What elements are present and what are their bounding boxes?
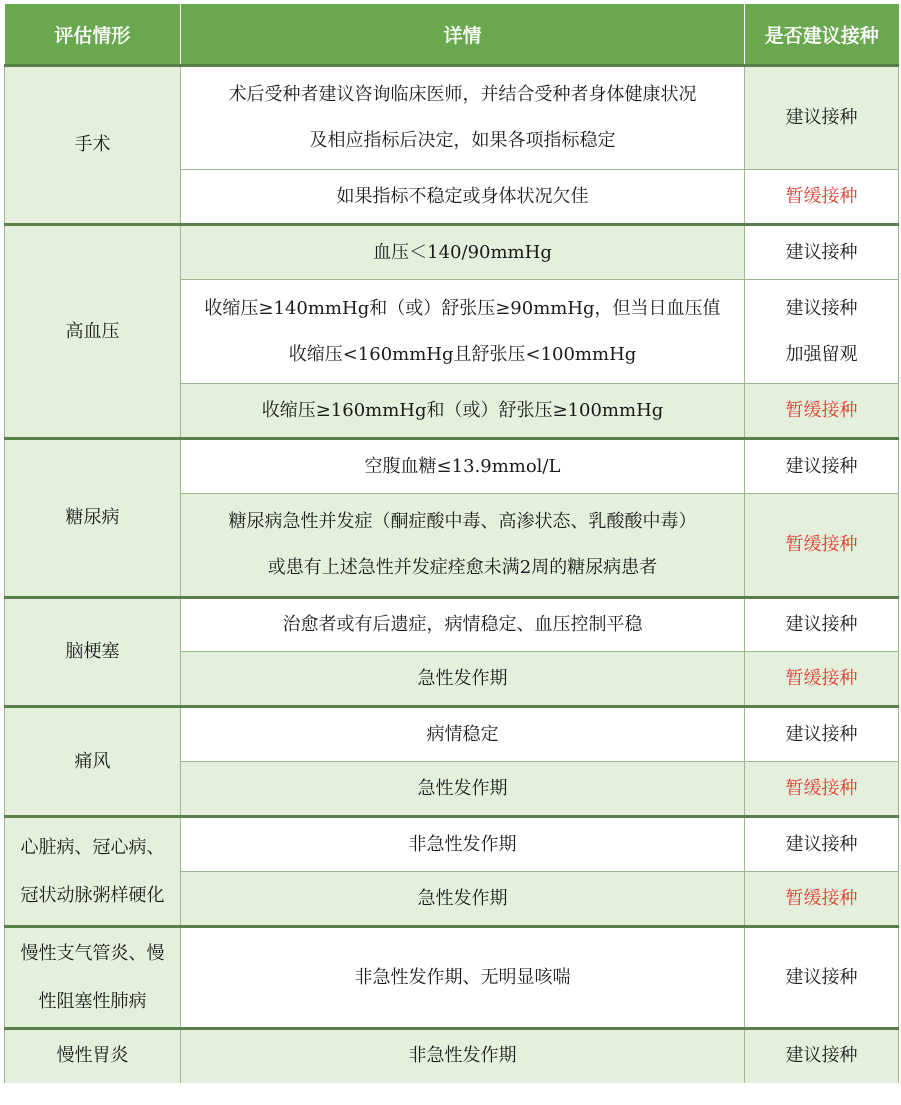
header-details: 详情 [181,4,745,66]
category-cell: 慢性支气管炎、慢 性阻塞性肺病 [5,927,181,1029]
recommendation-cell: 建议接种 [745,598,899,652]
category-cell: 痛风 [5,707,181,817]
detail-cell: 非急性发作期、无明显咳喘 [181,927,745,1029]
header-recommendation: 是否建议接种 [745,4,899,66]
detail-cell: 血压＜140/90mmHg [181,225,745,280]
recommendation-cell: 建议接种 [745,927,899,1029]
recommendation-cell: 暂缓接种 [745,494,899,598]
detail-cell: 急性发作期 [181,762,745,817]
detail-cell: 急性发作期 [181,652,745,707]
recommendation-cell: 暂缓接种 [745,384,899,439]
header-assessment: 评估情形 [5,4,181,66]
detail-cell: 收缩压≥160mmHg和（或）舒张压≥100mmHg [181,384,745,439]
detail-cell: 糖尿病急性并发症（酮症酸中毒、高渗状态、乳酸酸中毒） 或患有上述急性并发症痊愈未满2周的糖尿病患者 [181,494,745,598]
recommendation-cell: 暂缓接种 [745,170,899,225]
table-row [5,817,899,872]
category-cell: 高血压 [5,225,181,439]
table-row [5,225,899,280]
detail-cell: 术后受种者建议咨询临床医师，并结合受种者身体健康状况 及相应指标后决定，如果各项指标稳定 [181,66,745,170]
recommendation-cell: 建议接种 [745,439,899,494]
category-cell: 手术 [5,66,181,225]
category-cell: 心脏病、冠心病、 冠状动脉粥样硬化 [5,817,181,927]
table-row [5,707,899,762]
recommendation-cell: 暂缓接种 [745,762,899,817]
detail-cell: 非急性发作期 [181,1029,745,1083]
category-cell: 糖尿病 [5,439,181,598]
category-cell: 脑梗塞 [5,598,181,707]
recommendation-cell: 建议接种 [745,707,899,762]
table-header-row [5,4,899,66]
detail-cell: 急性发作期 [181,872,745,927]
table-row [5,598,899,652]
recommendation-cell: 建议接种 [745,66,899,170]
detail-cell: 非急性发作期 [181,817,745,872]
detail-cell: 治愈者或有后遗症，病情稳定、血压控制平稳 [181,598,745,652]
recommendation-cell: 建议接种 [745,1029,899,1083]
table-row [5,927,899,1029]
detail-cell: 收缩压≥140mmHg和（或）舒张压≥90mmHg，但当日血压值 收缩压<160mmHg且舒张压<100mmHg [181,280,745,384]
detail-cell: 如果指标不稳定或身体状况欠佳 [181,170,745,225]
table-row [5,1029,899,1083]
recommendation-cell: 暂缓接种 [745,872,899,927]
vaccination-guidance-table [4,4,899,1083]
recommendation-cell: 暂缓接种 [745,652,899,707]
detail-cell: 病情稳定 [181,707,745,762]
recommendation-cell: 建议接种 加强留观 [745,280,899,384]
detail-cell: 空腹血糖≤13.9mmol/L [181,439,745,494]
category-cell: 慢性胃炎 [5,1029,181,1083]
recommendation-cell: 建议接种 [745,225,899,280]
table-row [5,439,899,494]
recommendation-cell: 建议接种 [745,817,899,872]
table-row [5,66,899,170]
